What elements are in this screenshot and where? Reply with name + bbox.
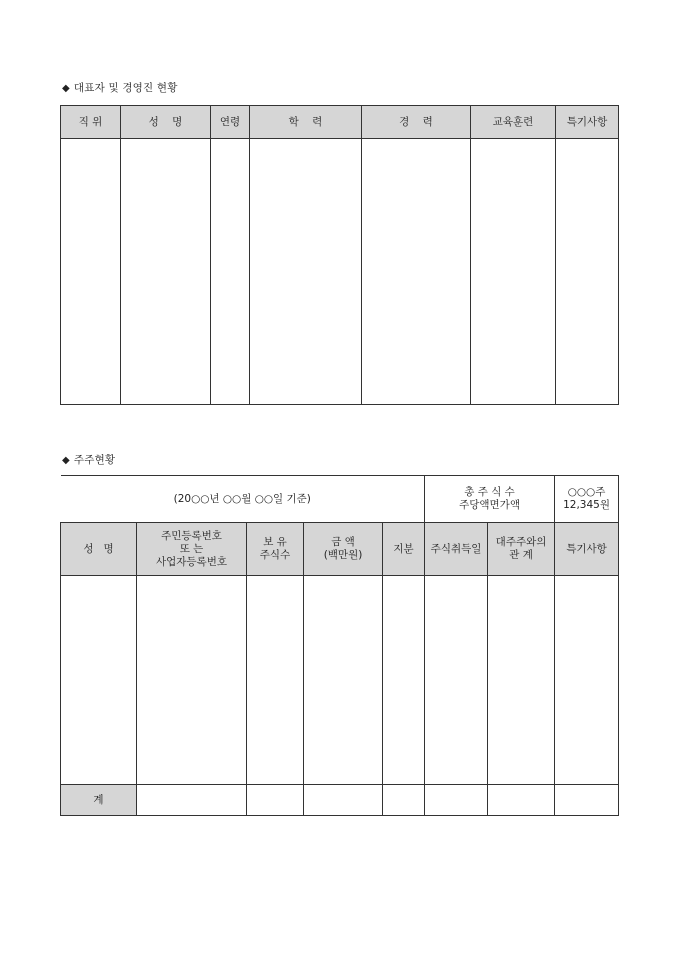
- cell-stake[interactable]: [383, 576, 425, 785]
- total-shares-label: 총 주 식 수: [464, 486, 515, 498]
- total-stake[interactable]: [383, 785, 425, 816]
- cell-age[interactable]: [211, 139, 250, 405]
- total-special-notes[interactable]: [555, 785, 619, 816]
- col-training: 교육훈련: [471, 106, 556, 139]
- summary-labels: [425, 476, 555, 523]
- par-value-value: 12,345원: [563, 499, 610, 511]
- cell-relation[interactable]: [488, 576, 555, 785]
- col-acquisition-date: 주식취득일: [425, 523, 488, 576]
- shareholder-body-row: [61, 576, 619, 785]
- summary-row: [61, 476, 619, 523]
- total-amount[interactable]: [304, 785, 383, 816]
- cell-career[interactable]: [362, 139, 471, 405]
- cell-sh-special-notes[interactable]: [555, 576, 619, 785]
- col-shares-held: 보 유 주식수: [247, 523, 304, 576]
- cell-acquisition-date[interactable]: [425, 576, 488, 785]
- management-body-row: [61, 139, 619, 405]
- cell-amount[interactable]: [304, 576, 383, 785]
- date-basis: (20○○년 ○○월 ○○일 기준): [61, 476, 425, 523]
- col-sh-name: 성 명: [61, 523, 137, 576]
- col-stake: 지분: [383, 523, 425, 576]
- col-position: 직 위: [61, 106, 121, 139]
- cell-position[interactable]: [61, 139, 121, 405]
- col-reg-number: 주민등록번호 또 는 사업자등록번호: [137, 523, 247, 576]
- cell-shares-held[interactable]: [247, 576, 304, 785]
- section1-title: ◆ 대표자 및 경영진 현황: [62, 82, 178, 94]
- col-amount: 금 액 (백만원): [304, 523, 383, 576]
- diamond-bullet-icon: ◆: [62, 455, 70, 466]
- col-education: 학 력: [250, 106, 362, 139]
- total-relation[interactable]: [488, 785, 555, 816]
- shareholder-table: [60, 475, 619, 816]
- management-table: [60, 105, 619, 405]
- cell-sh-name[interactable]: [61, 576, 137, 785]
- diamond-bullet-icon: ◆: [62, 83, 70, 94]
- section2-title: ◆ 주주현황: [62, 454, 116, 466]
- shareholder-header-row: [61, 523, 619, 576]
- total-reg-number[interactable]: [137, 785, 247, 816]
- summary-values: [555, 476, 619, 523]
- cell-training[interactable]: [471, 139, 556, 405]
- col-age: 연령: [211, 106, 250, 139]
- col-career: 경 력: [362, 106, 471, 139]
- col-special-notes: 특기사항: [556, 106, 619, 139]
- cell-special-notes[interactable]: [556, 139, 619, 405]
- col-name: 성 명: [121, 106, 211, 139]
- total-acquisition-date[interactable]: [425, 785, 488, 816]
- cell-reg-number[interactable]: [137, 576, 247, 785]
- management-header-row: [61, 106, 619, 139]
- total-row: [61, 785, 619, 816]
- total-shares-value: ○○○주: [567, 486, 606, 498]
- par-value-label: 주당액면가액: [459, 499, 520, 511]
- total-row-label: 계: [61, 785, 137, 816]
- total-shares-held[interactable]: [247, 785, 304, 816]
- col-sh-special-notes: 특기사항: [555, 523, 619, 576]
- cell-name[interactable]: [121, 139, 211, 405]
- col-relation: 대주주와의 관 계: [488, 523, 555, 576]
- cell-education[interactable]: [250, 139, 362, 405]
